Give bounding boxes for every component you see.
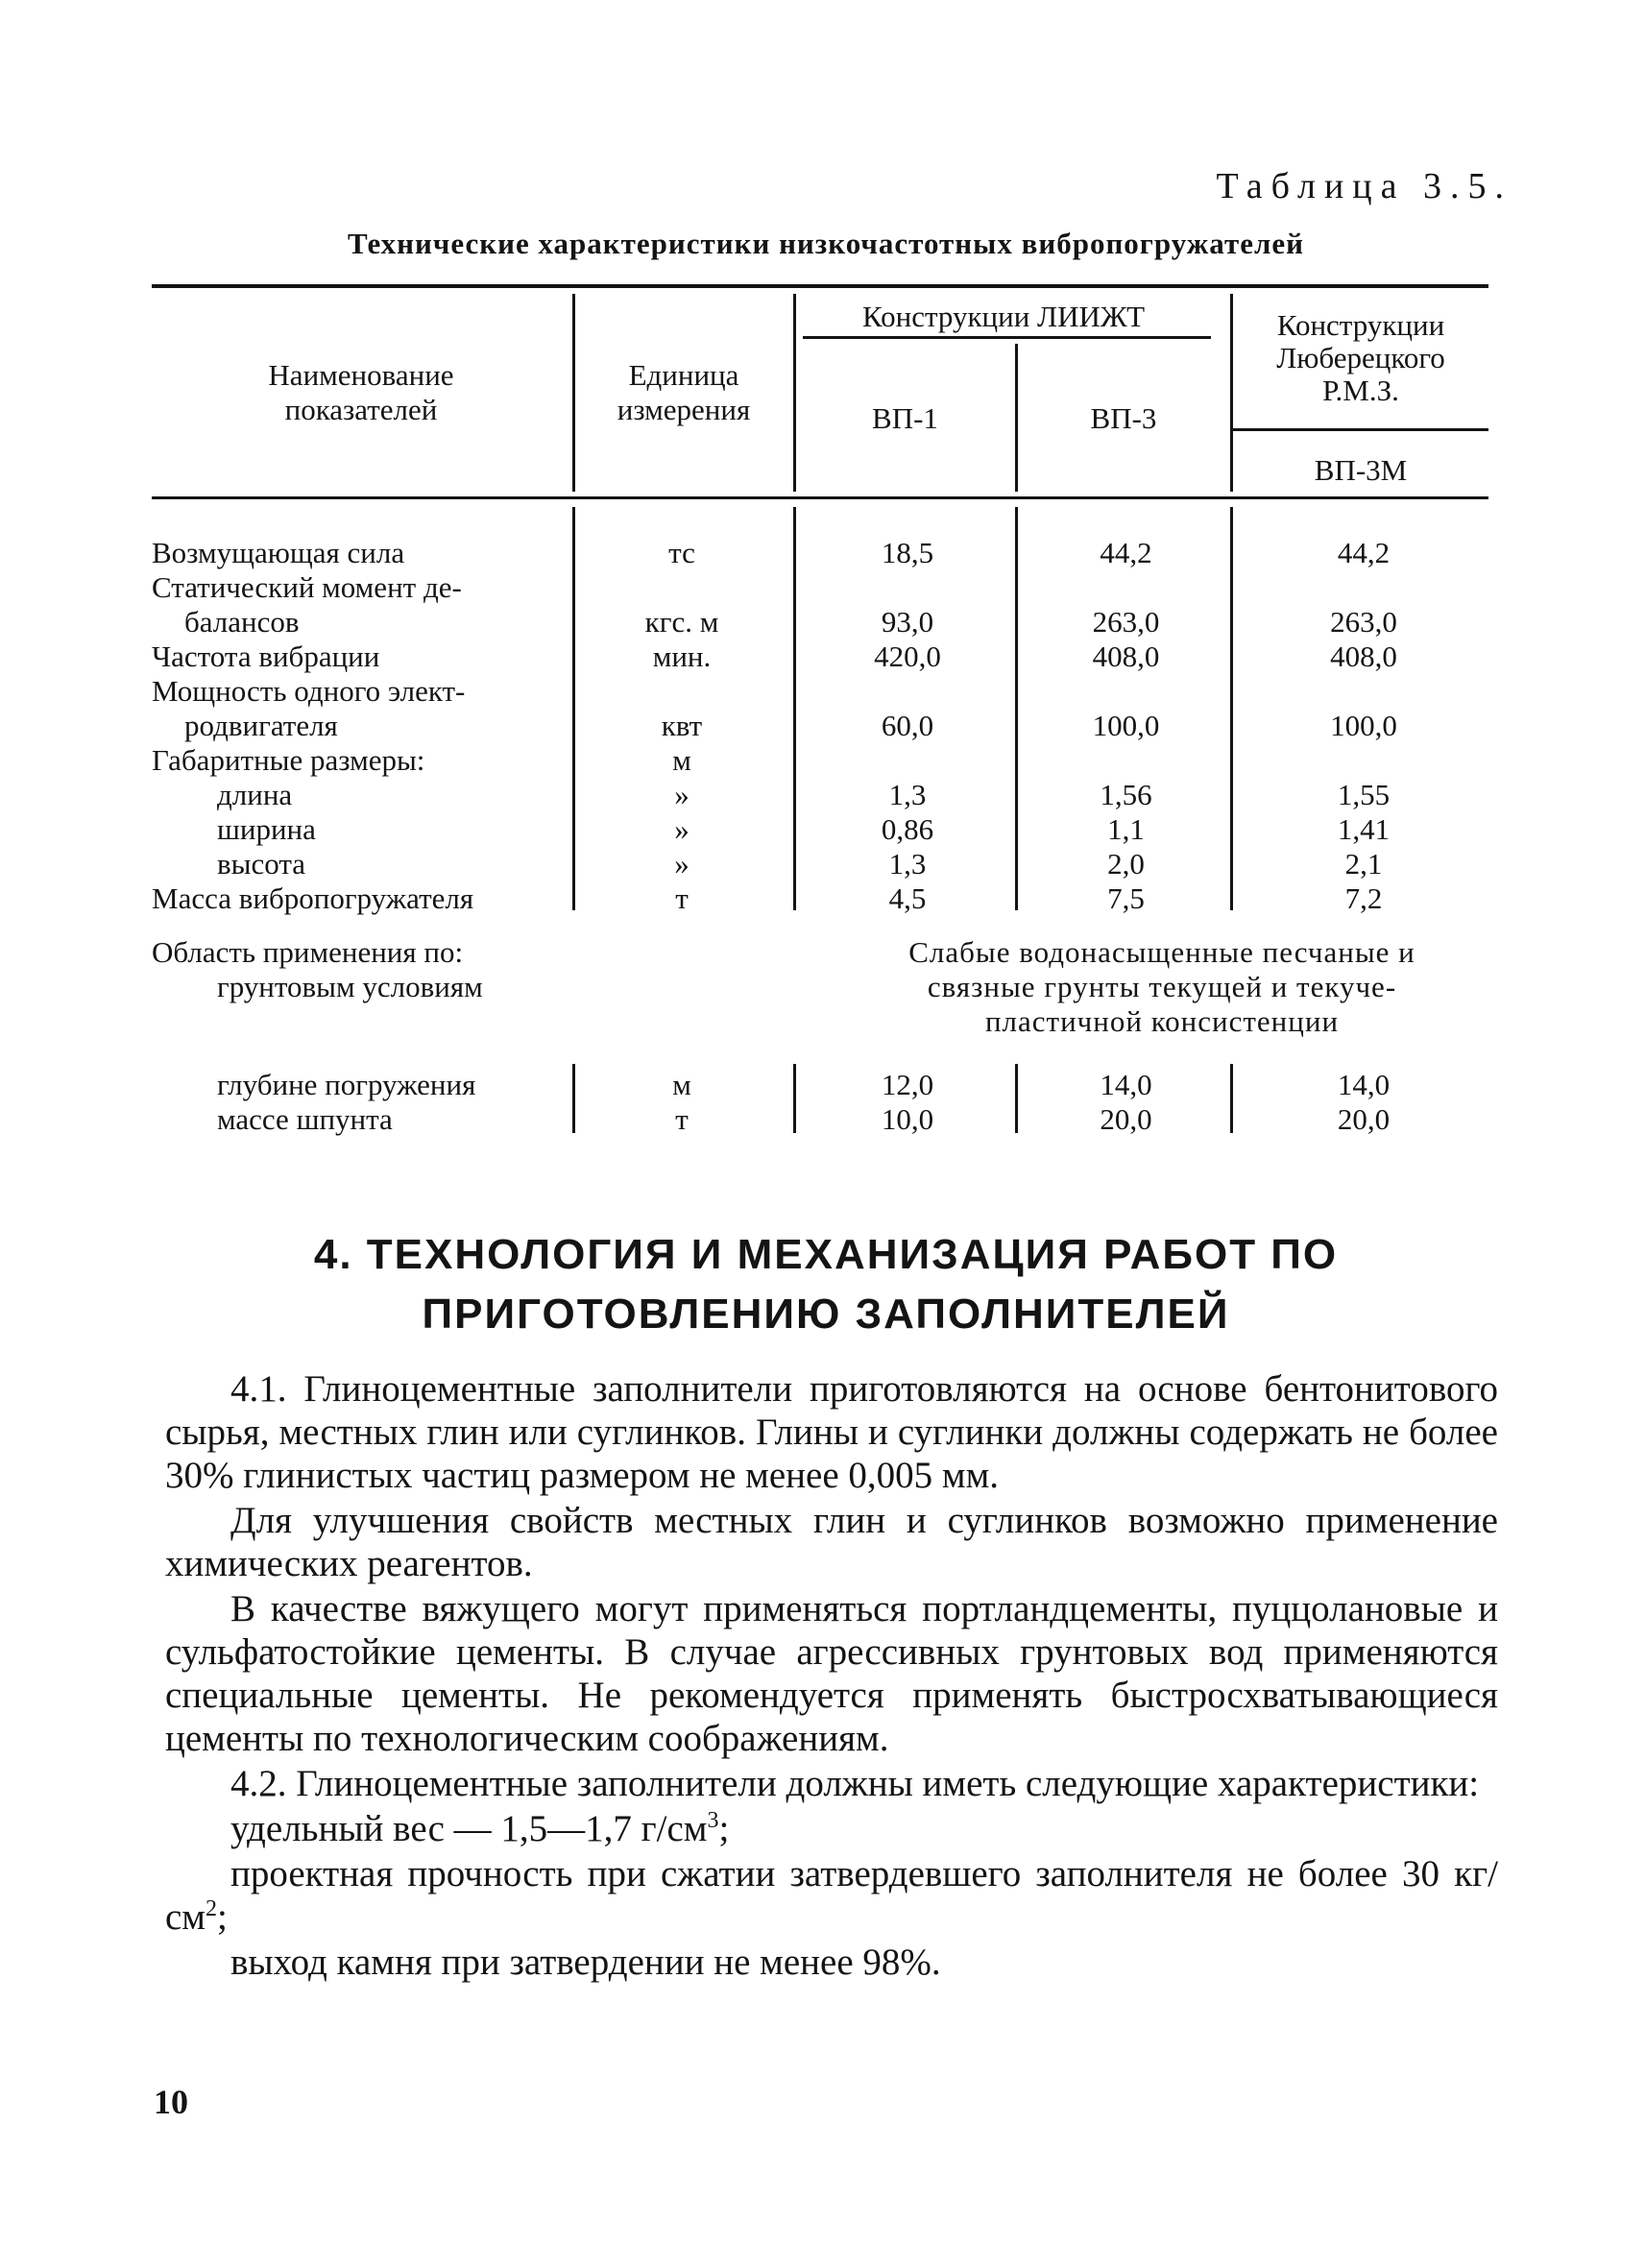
table-row-v3: 2,1 xyxy=(1344,847,1383,881)
header-group2: Конструкции Люберецкого Р.М.З. xyxy=(1276,308,1445,407)
table-row-name: высота xyxy=(217,847,306,881)
table-row-v3: 44,2 xyxy=(1337,536,1391,569)
table-row-name: Габаритные размеры: xyxy=(152,743,425,777)
header-vp3: ВП-3 xyxy=(1090,401,1157,435)
table-row-v1: 0,86 xyxy=(881,812,934,846)
area-depth-v3: 14,0 xyxy=(1337,1068,1391,1101)
section-title: 4. ТЕХНОЛОГИЯ И МЕХАНИЗАЦИЯ РАБОТ ПО ПРИГОТОВЛЕНИЮ ЗАПОЛНИТЕЛЕЙ xyxy=(313,1231,1339,1338)
table-row-v1: 4,5 xyxy=(888,881,927,915)
table-row-v2: 1,56 xyxy=(1100,778,1152,811)
table-row-v2: 7,5 xyxy=(1107,881,1145,915)
body-divider-v2-v3 xyxy=(1230,507,1233,910)
area-mass-v2: 20,0 xyxy=(1100,1102,1152,1136)
table-row-unit: » xyxy=(674,847,689,881)
divider-unit-v1 xyxy=(793,294,796,492)
header-vp1: ВП-1 xyxy=(872,401,938,435)
body-divider-unit-v1-lower xyxy=(793,1064,796,1133)
body-divider-v1-v2 xyxy=(1015,507,1018,910)
table-row-name: Мощность одного элект- родвигателя xyxy=(152,674,466,742)
table-label: Таблица 3.5. xyxy=(1216,166,1512,206)
table-row-v1: 18,5 xyxy=(881,536,934,569)
table-row-unit: тс xyxy=(668,536,695,569)
body-divider-v1-v2-lower xyxy=(1015,1064,1018,1133)
table-row-v1: 60,0 xyxy=(881,709,934,742)
header-group1: Конструкции ЛИИЖТ xyxy=(861,300,1146,333)
table-row-v3: 263,0 xyxy=(1330,605,1397,639)
table-row-unit: т xyxy=(675,881,689,915)
paragraph: 4.2. Глиноцементные заполнители должны иметь следующие характеристики: xyxy=(230,1763,1480,1804)
table-row-v1: 1,3 xyxy=(888,847,927,881)
section-body xyxy=(165,1367,1498,1986)
body-divider-v2-v3-lower xyxy=(1230,1064,1233,1133)
table-row-unit: кгс. м xyxy=(644,605,719,639)
table-row-v2: 1,1 xyxy=(1107,812,1145,846)
table-row-v3: 7,2 xyxy=(1344,881,1383,915)
table-row-name: Возмущающая сила xyxy=(152,536,405,569)
area-depth-v1: 12,0 xyxy=(881,1068,934,1101)
table-row-unit: м xyxy=(672,743,691,777)
area-depth-name: глубине погружения xyxy=(217,1068,476,1101)
area-mass-name: массе шпунта xyxy=(217,1102,393,1136)
table-row-v3: 1,41 xyxy=(1337,812,1391,846)
body-divider-unit-v1 xyxy=(793,507,796,910)
header-unit: Единица измерения xyxy=(617,358,751,426)
area-label: Область применения по: xyxy=(152,935,464,969)
table-row-name: ширина xyxy=(217,812,316,846)
table-row-v2: 100,0 xyxy=(1092,709,1160,742)
table-row-unit: » xyxy=(674,812,689,846)
area-soil-text: Слабые водонасыщенные песчаные и связные грунты текущей и текуче- пластичной консистенции xyxy=(908,935,1415,1038)
table-row-unit: квт xyxy=(661,709,703,742)
paragraph: проектная прочность при сжатии затвердевшего заполнителя не более 30 $кг/см^2$; xyxy=(165,1853,1498,1938)
area-depth-unit: м xyxy=(672,1068,691,1101)
table-title: Технические характеристики низкочастотных вибропогружателей xyxy=(348,227,1304,260)
table-row-unit: » xyxy=(674,778,689,811)
area-mass-unit: т xyxy=(675,1102,689,1136)
table-row-v1: 420,0 xyxy=(874,639,941,673)
table-row-v2: 44,2 xyxy=(1100,536,1152,569)
paragraph: Для улучшения свойств местных глин и суглинков возможно применение химических реагентов. xyxy=(165,1500,1498,1584)
paragraph: выход камня при затвердении не менее 98%. xyxy=(230,1942,941,1983)
paragraph: удельный вес — 1,5—1,7 $г/см^3$; xyxy=(230,1808,730,1849)
table-row-v2: 408,0 xyxy=(1092,639,1160,673)
table-row-v1: 93,0 xyxy=(881,605,934,639)
page-number: 10 xyxy=(154,2083,188,2121)
table-row-unit: мин. xyxy=(652,639,712,673)
table-row-name: длина xyxy=(217,778,293,811)
table-row-name: Частота вибрации xyxy=(152,639,380,673)
table-row-v2: 263,0 xyxy=(1092,605,1160,639)
group2-underline xyxy=(1233,428,1488,431)
table-row-v3: 1,55 xyxy=(1337,778,1391,811)
table-row-v3: 100,0 xyxy=(1330,709,1397,742)
area-mass-v3: 20,0 xyxy=(1337,1102,1391,1136)
table-row-v1: 1,3 xyxy=(888,778,927,811)
header-vp3m: ВП-3М xyxy=(1314,453,1408,487)
header-bottom-rule xyxy=(152,496,1488,499)
table-row-name: Статический момент де- балансов xyxy=(152,570,462,639)
table-row-v3: 408,0 xyxy=(1330,639,1397,673)
divider-name-unit xyxy=(572,294,575,492)
table-row-v2: 2,0 xyxy=(1107,847,1145,881)
area-mass-v1: 10,0 xyxy=(881,1102,934,1136)
group1-underline xyxy=(803,336,1211,339)
area-soil-label: грунтовым условиям xyxy=(217,970,483,1003)
paragraph: 4.1. Глиноцементные заполнители приготовляются на основе бентонитового сырья, местных глин или суглинков. Глины и суглинки должны содержать не более 30% глинистых частиц размером не менее 0,005 мм. xyxy=(165,1368,1498,1496)
table-top-rule xyxy=(152,284,1488,288)
header-name: Наименование показателей xyxy=(268,358,454,426)
paragraph: В качестве вяжущего могут применяться портландцементы, пуццолановые и сульфатостойкие цементы. В случае агрессивных грунтовых вод применяются специальные цементы. Не рекомендуется применять быстросхватывающиеся цементы по технологическим соображениям. xyxy=(165,1588,1498,1759)
area-depth-v2: 14,0 xyxy=(1100,1068,1152,1101)
table-row-name: Масса вибропогружателя xyxy=(152,881,474,915)
